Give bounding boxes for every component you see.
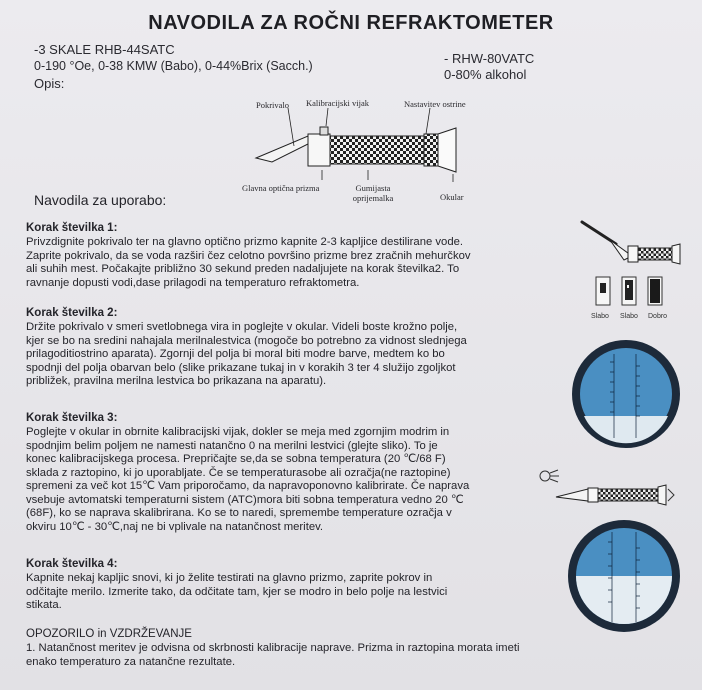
prism-coverage-icon	[594, 275, 668, 309]
model-left-name: -3 SKALE RHB-44SATC	[34, 42, 175, 57]
label-calibration-screw: Kalibracijski vijak	[306, 98, 370, 108]
step-2-heading: Korak številka 2:	[26, 307, 118, 319]
scope-view-bottom-icon	[566, 518, 682, 634]
label-eyepiece: Okular	[440, 192, 464, 202]
label-cover: Pokrivalo	[256, 100, 290, 110]
page-title: NAVODILA ZA ROČNI REFRAKTOMETER	[148, 12, 554, 34]
step-2-text: Držite pokrivalo v smeri svetlobnega vira in poglejte v okular. Videli boste krožno polje, kjer se bo na sredini nahajala merilnalestvica (mogoče bo potrebno za vidnost slednjega prilagoditiostrino aparata). Zgornji del polja bi moral biti modre barve, medtem ko bo spodnji del polja obarvan belo (slike prikazane tukaj in v korakih 3 ter 4 služijo zgoljkot približek, pravilna merilna lestvica bo prikazana na aparatu).	[26, 321, 467, 387]
maintenance-heading: OPOZORILO in VZDRŽEVANJE	[26, 628, 192, 640]
step-1-text: Privzdignite pokrivalo ter na glavno optično prizmo kapnite 2-3 kapljice destilirane vode. Zaprite pokrivalo, da se voda razširi čez celotno površino prizme brez zračnih mehurčkov ali suhih mest. Počakajte približno 30 sekund preden nadaljujete na korak številka2. To ravnanje dopusti vodi,dase prilagodi na temperaturo refraktometra.	[26, 236, 471, 289]
calibration-refractometer-icon	[538, 467, 678, 507]
step-3-heading: Korak številka 3:	[26, 412, 118, 424]
label-prism: Glavna optična prizma	[242, 183, 320, 193]
usage-heading: Navodila za uporabo:	[34, 192, 167, 208]
label-focus: Nastavitev ostrine	[404, 99, 466, 109]
quality-label-2: Slabo	[620, 313, 638, 320]
step-3-text: Poglejte v okular in obrnite kalibracijski vijak, dokler se meja med zgornjim modrim in spodnjim belim poljem ne namesti natančno 0 na merilni lestvici (glejte sliko). To je konec kalibracijskega procesa. Prepričajte se,da se sobna temperatura (20 ℃/68 F) sklada z raztopino, ki jo uporabljate. Če se temperaturasobe ali ozračja(ne raztopine) spremeni za več kot 15℃ Vam priporočamo, da napravoponovno kalibrirate. Če naprava vsebuje avtomatski temperaturni sistem (ATC)mora biti sobna temperatura vedno 20 ℃ (68F), ko se naprava skalibrirana. Ko se to naredi, spremembe temperature ozračja v okviru 10℃ - 30℃,naj ne bi vplivale na natančnost meritev.	[26, 426, 470, 533]
model-right-name: - RHW-80VATC	[444, 51, 535, 66]
model-right-range: 0-80% alkohol	[444, 67, 527, 82]
scope-view-top-icon	[570, 338, 682, 450]
step-4-heading: Korak številka 4:	[26, 558, 118, 570]
opis-label: Opis:	[34, 76, 65, 91]
step-4-text: Kapnite nekaj kapljic snovi, ki jo želite testirati na glavno prizmo, zaprite pokrov in odčitajte merilo. Izmerite tako, da odčitate tam, kjer se modro in belo polje na lestvici stikata.	[26, 572, 448, 611]
drops-on-prism-icon	[576, 216, 682, 266]
quality-label-1: Slabo	[591, 313, 609, 320]
maintenance-text: 1. Natančnost meritev je odvisna od skrbnosti kalibracije naprave. Prizma in raztopina morata imeti enako temperaturo za natančne rezultate.	[26, 642, 520, 668]
quality-label-3: Dobro	[648, 313, 668, 320]
step-1-heading: Korak številka 1:	[26, 222, 118, 234]
model-left-range: 0-190 °Oe, 0-38 KMW (Babo), 0-44%Brix (Sacch.)	[34, 59, 313, 73]
label-rubber-grip: Gumijasta oprijemalka	[352, 183, 394, 203]
